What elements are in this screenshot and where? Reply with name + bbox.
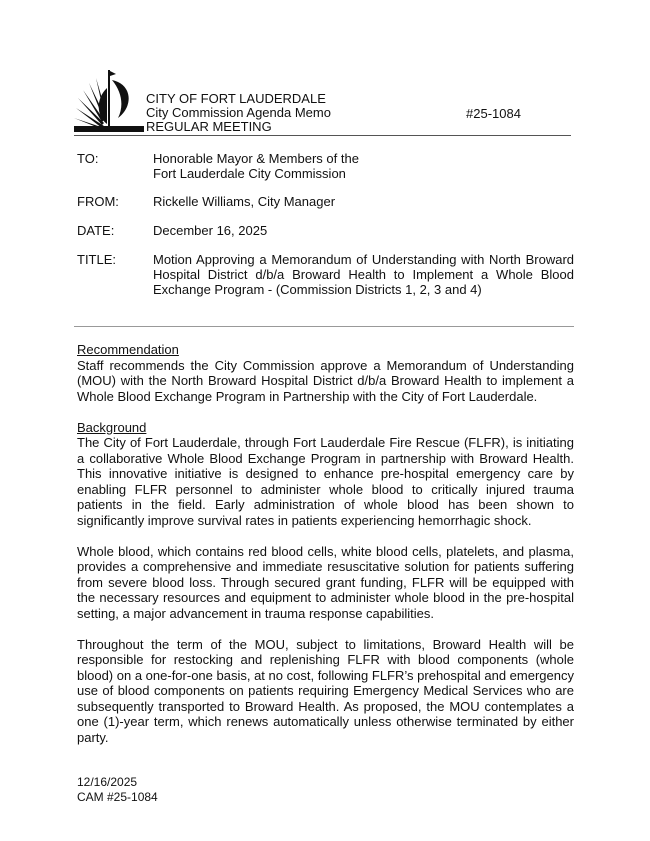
recommendation-heading: Recommendation <box>77 342 179 357</box>
from-value: Rickelle Williams, City Manager <box>153 194 336 209</box>
background-paragraph: The City of Fort Lauderdale, through Fort Lauderdale Fire Rescue (FLFR), is initiating a collaborative Whole Blood Exchange Program in partnership with Broward Health. This innovative initiative is designed to enhance pre-hospital emergency care by enabling FLFR personnel to administer whole blood to critically injured trauma patients in the field. Early administration of whole blood has been shown to significantly improve survival rates in patients experiencing hemorrhagic shock. <box>77 435 574 528</box>
title-value: Motion Approving a Memorandum of Understanding with North Broward Hospital District d/b/a Broward Health to Implement a Whole Blood Exchange Program - (Commission Districts 1, 2, 3 and 4) <box>153 252 574 297</box>
page-footer <box>77 775 158 804</box>
title-label: TITLE: <box>77 252 117 267</box>
to-value <box>153 151 359 181</box>
footer-date: 12/16/2025 <box>77 775 138 789</box>
background-paragraph: Whole blood, which contains red blood cells, white blood cells, platelets, and plasma, provides a comprehensive and immediate resuscitative solution for patients suffering from severe blood loss. Through secured grant funding, FLFR will be equipped with the necessary resources and equipment to administer whole blood in the pre-hospital setting, a major advancement in trauma response capabilities. <box>77 543 574 621</box>
background-paragraph: Throughout the term of the MOU, subject to limitations, Broward Health will be responsible for restocking and replenishing FLFR with blood components (whole blood) on a one-for-one basis, at no cost, following FLFR’s prehospital and emergency use of blood components on patients requiring Emergency Medical Services who are subsequently transported to Broward Health. As proposed, the MOU contemplates a one (1)-year term, which renews automatically unless otherwise terminated by either party. <box>77 636 574 745</box>
city-logo <box>74 68 144 136</box>
to-line: Fort Lauderdale City Commission <box>153 166 346 181</box>
recommendation-text: Staff recommends the City Commission approve a Memorandum of Understanding (MOU) with the North Broward Hospital District d/b/a Broward Health to implement a Whole Blood Exchange Program in Partnership with the City of Fort Lauderdale. <box>77 357 574 404</box>
meeting-type: REGULAR MEETING <box>146 119 272 135</box>
header-divider <box>74 135 571 136</box>
date-value: December 16, 2025 <box>153 223 268 238</box>
to-line: Honorable Mayor & Members of the <box>153 151 359 166</box>
to-label: TO: <box>77 151 99 166</box>
memo-body <box>77 342 574 761</box>
footer-cam: CAM #25-1084 <box>77 789 158 804</box>
from-label: FROM: <box>77 194 119 209</box>
date-label: DATE: <box>77 223 115 238</box>
memo-header <box>146 92 331 135</box>
memo-number: #25-1084 <box>466 106 521 121</box>
memo-type: City Commission Agenda Memo <box>146 105 331 121</box>
city-name: CITY OF FORT LAUDERDALE <box>146 91 326 106</box>
section-divider <box>74 326 574 327</box>
background-heading: Background <box>77 419 147 435</box>
